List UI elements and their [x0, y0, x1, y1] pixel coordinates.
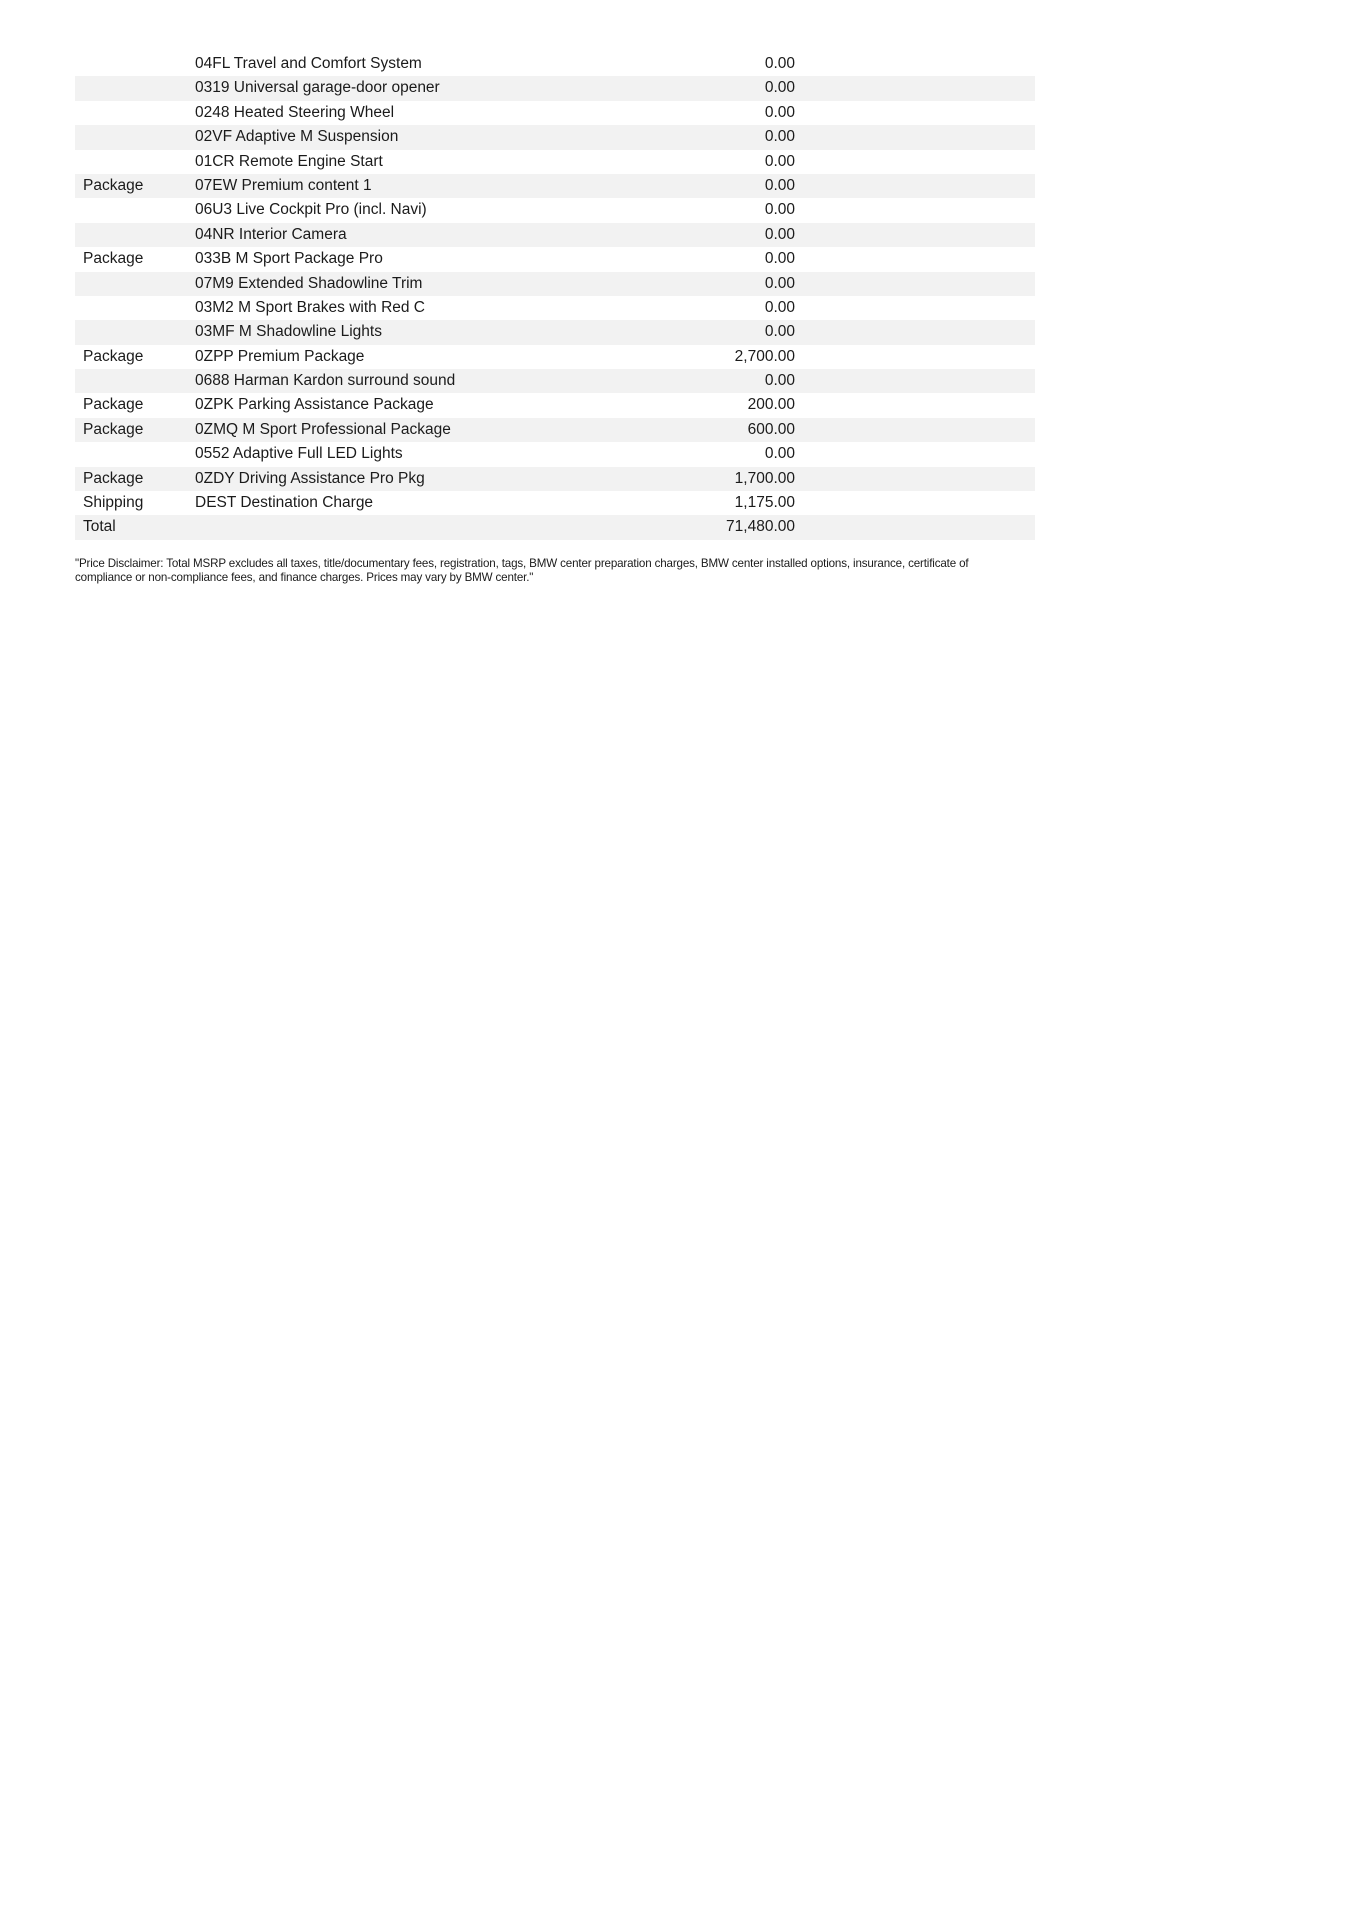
row-item-cell: 04NR Interior Camera — [195, 225, 347, 243]
price-disclaimer: "Price Disclaimer: Total MSRP excludes all taxes, title/documentary fees, registration, tags, BMW center preparation charges, BMW center installed options, insurance, certificate of compliance or non-compliance fees, and finance charges. Prices may vary by BMW center." — [75, 557, 969, 584]
row-item-cell: 07EW Premium content 1 — [195, 176, 372, 194]
row-category-cell: Package — [83, 176, 144, 194]
row-item-cell: 0688 Harman Kardon surround sound — [195, 372, 456, 390]
row-item-cell: 0319 Universal garage-door opener — [195, 79, 440, 97]
table-row — [75, 418, 1035, 442]
row-item-cell: 02VF Adaptive M Suspension — [195, 128, 399, 146]
table-row — [75, 320, 1035, 344]
row-item-cell: 0ZPP Premium Package — [195, 347, 365, 365]
row-category-cell: Package — [83, 250, 144, 268]
table-row — [75, 125, 1035, 149]
row-price-cell: 0.00 — [764, 298, 795, 316]
row-price-cell: 0.00 — [764, 274, 795, 292]
row-price-cell: 0.00 — [764, 79, 795, 97]
row-item-cell: 0ZPK Parking Assistance Package — [195, 396, 434, 414]
table-row — [75, 223, 1035, 247]
table-row — [75, 101, 1035, 125]
table-row — [75, 247, 1035, 271]
row-category-cell: Total — [83, 518, 116, 536]
vehicle-options-table — [75, 52, 1035, 540]
table-row — [75, 296, 1035, 320]
table-row — [75, 491, 1035, 515]
row-item-cell: 03MF M Shadowline Lights — [195, 323, 382, 341]
row-category-cell: Package — [83, 420, 144, 438]
row-price-cell: 1,700.00 — [734, 469, 795, 487]
row-price-cell: 0.00 — [764, 176, 795, 194]
row-price-cell: 0.00 — [764, 323, 795, 341]
table-row — [75, 272, 1035, 296]
table-row — [75, 198, 1035, 222]
table-row — [75, 174, 1035, 198]
row-category-cell: Shipping — [83, 494, 144, 512]
row-price-cell: 600.00 — [747, 420, 795, 438]
row-price-cell: 0.00 — [764, 445, 795, 463]
row-price-cell: 200.00 — [747, 396, 795, 414]
row-price-cell: 0.00 — [764, 201, 795, 219]
row-category-cell: Package — [83, 396, 144, 414]
row-item-cell: 0ZMQ M Sport Professional Package — [195, 420, 451, 438]
row-item-cell: 06U3 Live Cockpit Pro (incl. Navi) — [195, 201, 427, 219]
row-price-cell: 0.00 — [764, 225, 795, 243]
row-price-cell: 0.00 — [764, 250, 795, 268]
row-category-cell: Package — [83, 347, 144, 365]
table-row — [75, 369, 1035, 393]
row-item-cell: 07M9 Extended Shadowline Trim — [195, 274, 423, 292]
table-row — [75, 442, 1035, 466]
row-price-cell: 0.00 — [764, 55, 795, 72]
row-price-cell: 71,480.00 — [726, 518, 795, 536]
table-row — [75, 52, 1035, 76]
table-row — [75, 76, 1035, 100]
row-item-cell: 0ZDY Driving Assistance Pro Pkg — [195, 469, 425, 487]
row-item-cell: DEST Destination Charge — [195, 494, 374, 512]
row-price-cell: 2,700.00 — [734, 347, 795, 365]
row-category-cell: Package — [83, 469, 144, 487]
table-row — [75, 345, 1035, 369]
row-item-cell: 01CR Remote Engine Start — [195, 152, 383, 170]
row-item-cell: 0248 Heated Steering Wheel — [195, 103, 395, 121]
table-row — [75, 515, 1035, 539]
table-row — [75, 393, 1035, 417]
table-row — [75, 150, 1035, 174]
table-row — [75, 467, 1035, 491]
row-price-cell: 0.00 — [764, 152, 795, 170]
row-item-cell: 033B M Sport Package Pro — [195, 250, 383, 268]
row-price-cell: 0.00 — [764, 372, 795, 390]
row-price-cell: 1,175.00 — [734, 494, 795, 512]
row-item-cell: 0552 Adaptive Full LED Lights — [195, 445, 403, 463]
row-price-cell: 0.00 — [764, 128, 795, 146]
row-item-cell: 04FL Travel and Comfort System — [195, 55, 422, 72]
row-item-cell: 03M2 M Sport Brakes with Red C — [195, 298, 426, 316]
row-price-cell: 0.00 — [764, 103, 795, 121]
